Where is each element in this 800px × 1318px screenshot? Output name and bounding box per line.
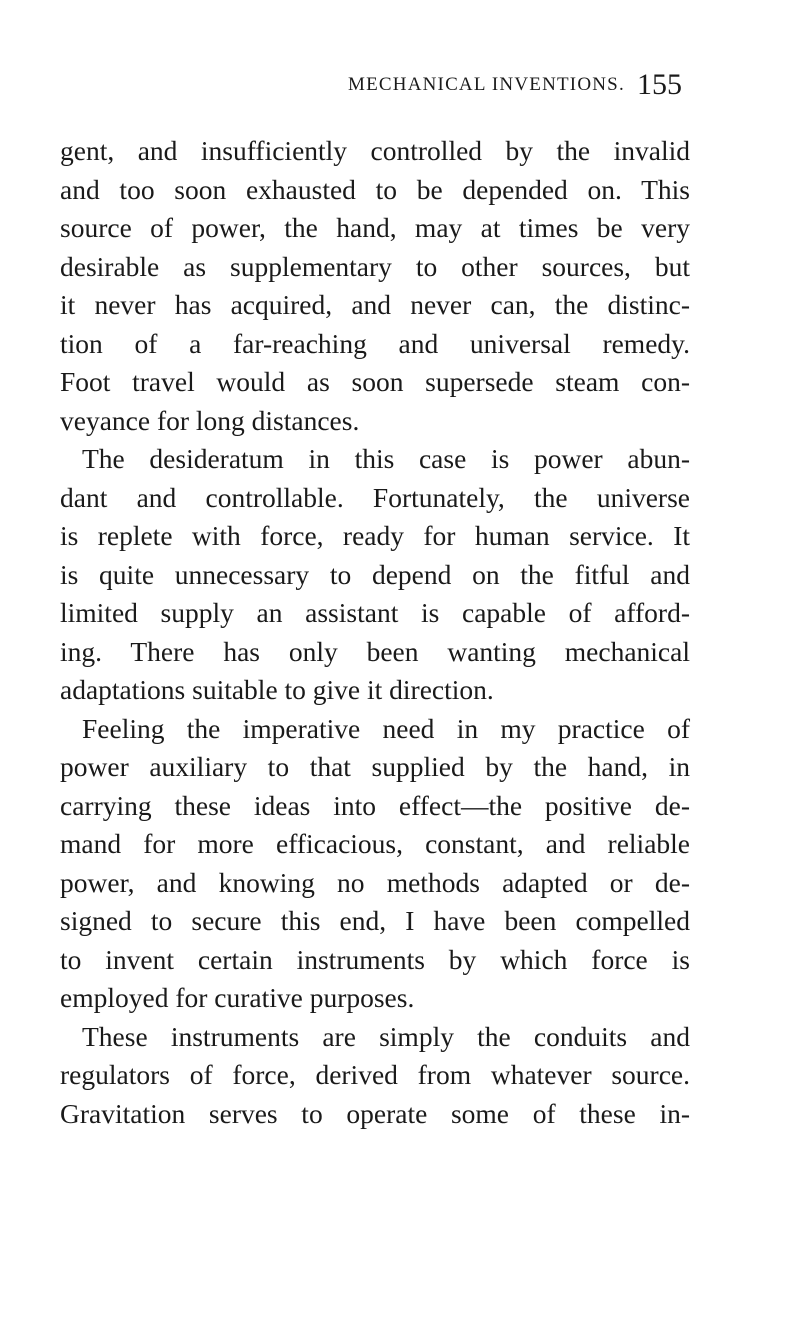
text-line: it never has acquired, and never can, the distinc- [60, 289, 690, 320]
text-line: dant and controllable. Fortunately, the universe [60, 481, 690, 513]
text-line: adaptations suitable to give it direction. [60, 674, 494, 705]
text-line: ing. There has only been wanting mechanical [60, 635, 690, 667]
text-line: tion of a far-reaching and universal remedy. [60, 327, 690, 359]
running-head: MECHANICAL INVENTIONS. [348, 74, 625, 95]
text-line: to invent certain instruments by which force is [60, 943, 690, 975]
text-line: carrying these ideas into effect—the positive de- [60, 789, 690, 821]
text-line: and too soon exhausted to be depended on. This [60, 173, 690, 205]
text-line: is quite unnecessary to depend on the fitful and [60, 558, 690, 590]
text-line: desirable as supplementary to other sources, but [60, 250, 690, 282]
text-line: employed for curative purposes. [60, 982, 415, 1013]
text-line: limited supply an assistant is capable of afford- [60, 597, 690, 628]
text-line: Foot travel would as soon supersede steam con- [60, 366, 690, 397]
text-line: gent, and insufficiently controlled by the invalid [60, 135, 690, 166]
text-line: mand for more efficacious, constant, and reliable [60, 828, 690, 859]
text-line: veyance for long distances. [60, 404, 360, 436]
text-line: signed to secure this end, I have been compelled [60, 905, 690, 936]
page-number: 155 [637, 68, 682, 101]
text-line: source of power, the hand, may at times be very [60, 212, 690, 243]
text-line: Gravitation serves to operate some of these in- [60, 1097, 690, 1129]
text-line: These instruments are simply the conduits and [82, 1020, 690, 1052]
body-text [60, 132, 690, 1133]
text-line: Feeling the imperative need in my practice of [82, 712, 690, 744]
text-line: is replete with force, ready for human service. It [60, 520, 690, 551]
text-line: power, and knowing no methods adapted or de- [60, 866, 690, 898]
page-header [0, 70, 800, 110]
text-line: power auxiliary to that supplied by the hand, in [60, 751, 690, 782]
text-line: regulators of force, derived from whatever source. [60, 1059, 690, 1090]
text-line: The desideratum in this case is power abun- [82, 443, 690, 474]
